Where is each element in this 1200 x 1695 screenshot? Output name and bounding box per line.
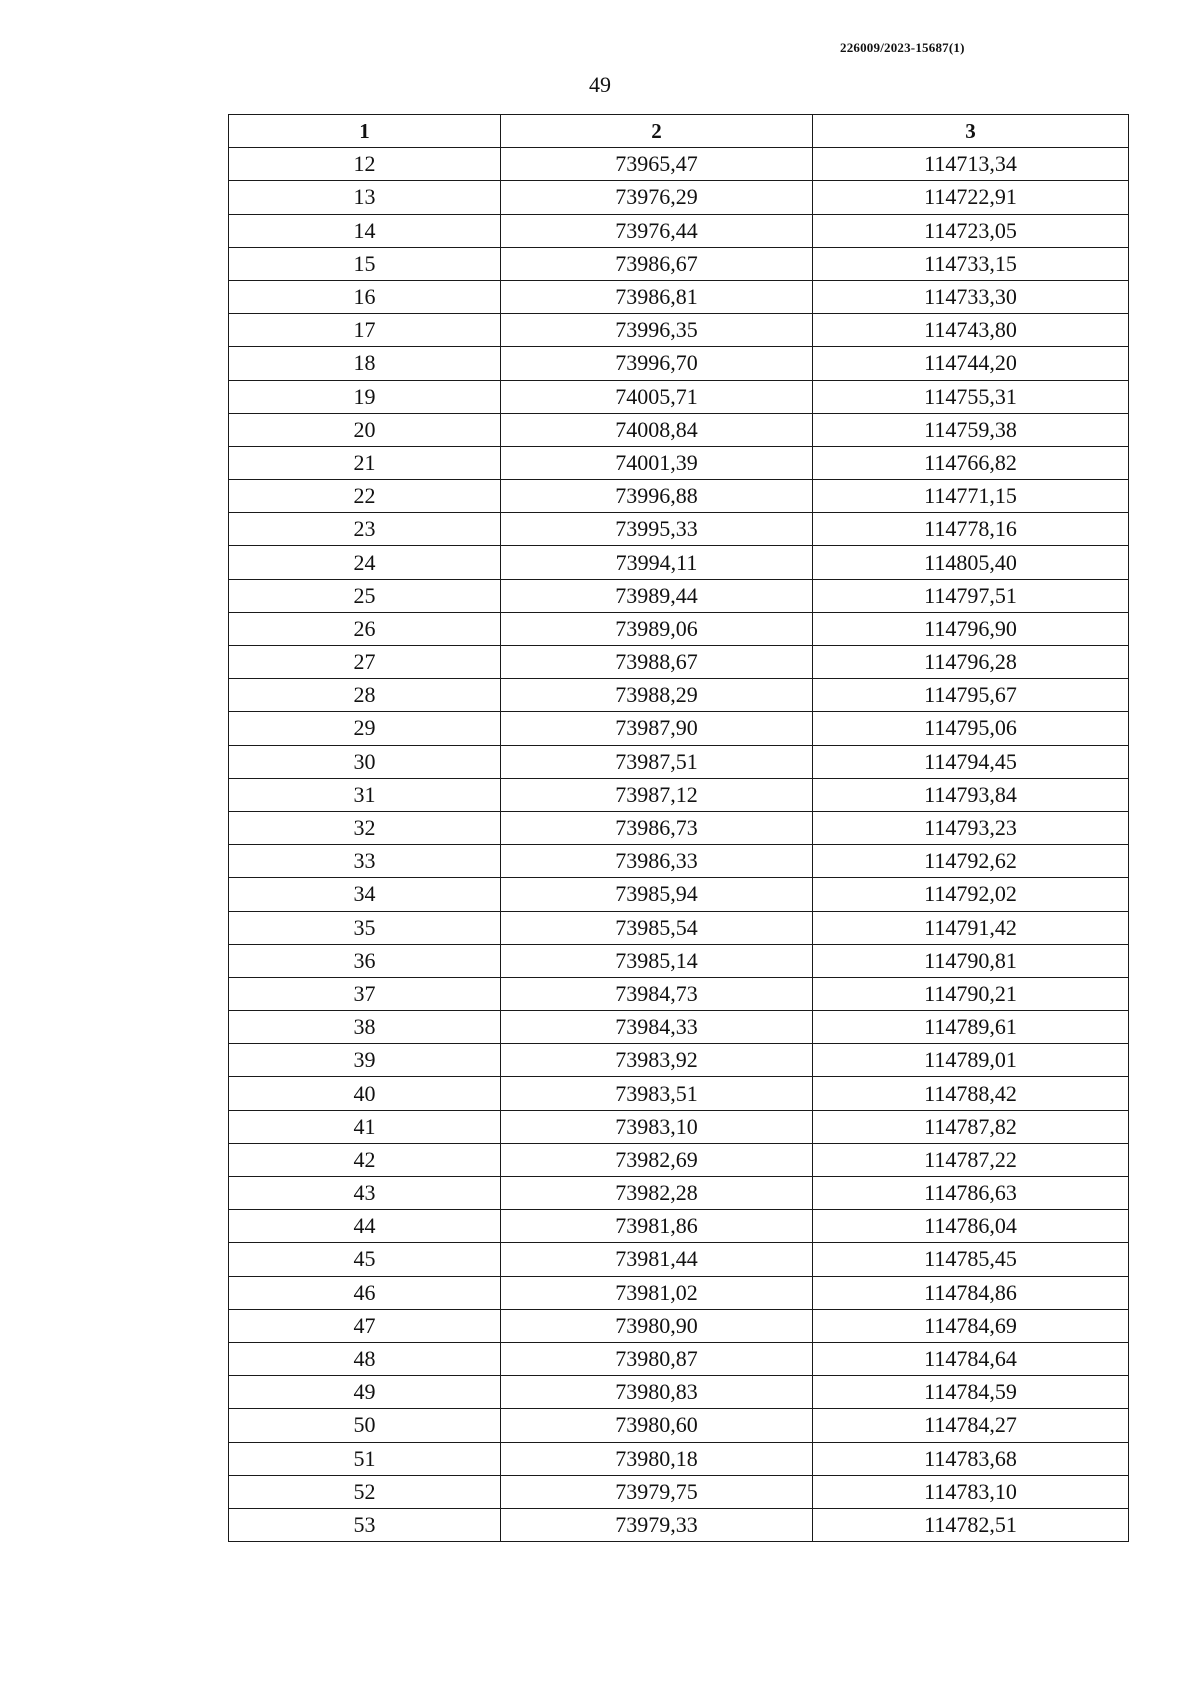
coordinate-x-cell: 73996,88 bbox=[501, 480, 813, 513]
coordinate-x-cell: 73983,51 bbox=[501, 1077, 813, 1110]
point-number-cell: 15 bbox=[229, 247, 501, 280]
point-number-cell: 48 bbox=[229, 1342, 501, 1375]
table-row bbox=[229, 1376, 1129, 1409]
coordinate-y-cell: 114786,04 bbox=[813, 1210, 1129, 1243]
table-row bbox=[229, 513, 1129, 546]
table-row bbox=[229, 1409, 1129, 1442]
document-reference: 226009/2023-15687(1) bbox=[840, 40, 965, 55]
table-row bbox=[229, 1276, 1129, 1309]
table-row bbox=[229, 314, 1129, 347]
coordinate-y-cell: 114733,15 bbox=[813, 247, 1129, 280]
table-row bbox=[229, 679, 1129, 712]
coordinate-y-cell: 114782,51 bbox=[813, 1508, 1129, 1541]
point-number-cell: 18 bbox=[229, 347, 501, 380]
coordinate-x-cell: 73989,44 bbox=[501, 579, 813, 612]
coordinate-x-cell: 73980,87 bbox=[501, 1342, 813, 1375]
point-number-cell: 20 bbox=[229, 413, 501, 446]
coordinate-y-cell: 114784,69 bbox=[813, 1309, 1129, 1342]
page-number: 49 bbox=[589, 72, 611, 97]
table-row bbox=[229, 778, 1129, 811]
point-number-cell: 35 bbox=[229, 911, 501, 944]
coordinate-y-cell: 114797,51 bbox=[813, 579, 1129, 612]
coordinate-y-cell: 114793,23 bbox=[813, 811, 1129, 844]
table-row bbox=[229, 181, 1129, 214]
coordinate-x-cell: 73980,18 bbox=[501, 1442, 813, 1475]
point-number-cell: 21 bbox=[229, 446, 501, 479]
coordinate-y-cell: 114784,27 bbox=[813, 1409, 1129, 1442]
table-row bbox=[229, 612, 1129, 645]
coordinate-x-cell: 74005,71 bbox=[501, 380, 813, 413]
coordinate-y-cell: 114723,05 bbox=[813, 214, 1129, 247]
table-row bbox=[229, 446, 1129, 479]
table-row bbox=[229, 1110, 1129, 1143]
table-row bbox=[229, 911, 1129, 944]
point-number-cell: 50 bbox=[229, 1409, 501, 1442]
coordinate-x-cell: 74008,84 bbox=[501, 413, 813, 446]
coordinate-y-cell: 114796,28 bbox=[813, 646, 1129, 679]
coordinate-x-cell: 73996,35 bbox=[501, 314, 813, 347]
point-number-cell: 27 bbox=[229, 646, 501, 679]
coordinate-x-cell: 73981,44 bbox=[501, 1243, 813, 1276]
coordinate-x-cell: 73982,69 bbox=[501, 1143, 813, 1176]
table-row bbox=[229, 1044, 1129, 1077]
coordinate-x-cell: 73987,90 bbox=[501, 712, 813, 745]
table-row bbox=[229, 811, 1129, 844]
point-number-cell: 17 bbox=[229, 314, 501, 347]
point-number-cell: 13 bbox=[229, 181, 501, 214]
coordinate-x-cell: 73986,67 bbox=[501, 247, 813, 280]
coordinate-y-cell: 114771,15 bbox=[813, 480, 1129, 513]
table-row bbox=[229, 480, 1129, 513]
table-row bbox=[229, 712, 1129, 745]
coordinate-y-cell: 114789,61 bbox=[813, 1011, 1129, 1044]
point-number-cell: 36 bbox=[229, 944, 501, 977]
table-row bbox=[229, 1442, 1129, 1475]
point-number-cell: 29 bbox=[229, 712, 501, 745]
table-row bbox=[229, 1210, 1129, 1243]
coordinate-x-cell: 73976,29 bbox=[501, 181, 813, 214]
coordinate-y-cell: 114743,80 bbox=[813, 314, 1129, 347]
point-number-cell: 40 bbox=[229, 1077, 501, 1110]
coordinate-x-cell: 73988,67 bbox=[501, 646, 813, 679]
table-row bbox=[229, 247, 1129, 280]
coordinate-y-cell: 114790,81 bbox=[813, 944, 1129, 977]
coordinate-x-cell: 74001,39 bbox=[501, 446, 813, 479]
point-number-cell: 32 bbox=[229, 811, 501, 844]
coordinate-y-cell: 114788,42 bbox=[813, 1077, 1129, 1110]
coordinate-y-cell: 114790,21 bbox=[813, 977, 1129, 1010]
coordinate-x-cell: 73983,10 bbox=[501, 1110, 813, 1143]
point-number-cell: 43 bbox=[229, 1177, 501, 1210]
table-row bbox=[229, 280, 1129, 313]
table-row bbox=[229, 1143, 1129, 1176]
coordinate-x-cell: 73982,28 bbox=[501, 1177, 813, 1210]
coordinate-y-cell: 114787,82 bbox=[813, 1110, 1129, 1143]
coordinate-y-cell: 114722,91 bbox=[813, 181, 1129, 214]
coordinate-y-cell: 114795,67 bbox=[813, 679, 1129, 712]
coordinates-table bbox=[228, 114, 1129, 1542]
coordinate-y-cell: 114744,20 bbox=[813, 347, 1129, 380]
point-number-cell: 16 bbox=[229, 280, 501, 313]
coordinate-x-cell: 73981,02 bbox=[501, 1276, 813, 1309]
coordinate-y-cell: 114783,68 bbox=[813, 1442, 1129, 1475]
coordinate-x-cell: 73986,73 bbox=[501, 811, 813, 844]
coordinate-x-cell: 73983,92 bbox=[501, 1044, 813, 1077]
table-row bbox=[229, 546, 1129, 579]
coordinate-x-cell: 73989,06 bbox=[501, 612, 813, 645]
coordinate-x-cell: 73979,33 bbox=[501, 1508, 813, 1541]
coordinate-x-cell: 73987,51 bbox=[501, 745, 813, 778]
table-body bbox=[229, 148, 1129, 1542]
table-row bbox=[229, 646, 1129, 679]
table-row bbox=[229, 1342, 1129, 1375]
point-number-cell: 34 bbox=[229, 878, 501, 911]
point-number-cell: 39 bbox=[229, 1044, 501, 1077]
coordinate-x-cell: 73986,81 bbox=[501, 280, 813, 313]
coordinate-y-cell: 114766,82 bbox=[813, 446, 1129, 479]
coordinate-x-cell: 73984,33 bbox=[501, 1011, 813, 1044]
coordinate-x-cell: 73987,12 bbox=[501, 778, 813, 811]
table-row bbox=[229, 380, 1129, 413]
point-number-cell: 19 bbox=[229, 380, 501, 413]
coordinate-y-cell: 114792,02 bbox=[813, 878, 1129, 911]
coordinate-y-cell: 114787,22 bbox=[813, 1143, 1129, 1176]
table-row bbox=[229, 878, 1129, 911]
point-number-cell: 12 bbox=[229, 148, 501, 181]
table-row bbox=[229, 1475, 1129, 1508]
table-row bbox=[229, 944, 1129, 977]
table-row bbox=[229, 214, 1129, 247]
coordinate-x-cell: 73979,75 bbox=[501, 1475, 813, 1508]
coordinate-y-cell: 114733,30 bbox=[813, 280, 1129, 313]
coordinate-x-cell: 73986,33 bbox=[501, 845, 813, 878]
coordinate-y-cell: 114805,40 bbox=[813, 546, 1129, 579]
table-row bbox=[229, 745, 1129, 778]
point-number-cell: 45 bbox=[229, 1243, 501, 1276]
coordinate-y-cell: 114792,62 bbox=[813, 845, 1129, 878]
table-row bbox=[229, 845, 1129, 878]
point-number-cell: 37 bbox=[229, 977, 501, 1010]
coordinate-y-cell: 114713,34 bbox=[813, 148, 1129, 181]
point-number-cell: 24 bbox=[229, 546, 501, 579]
coordinate-y-cell: 114784,64 bbox=[813, 1342, 1129, 1375]
coordinate-x-cell: 73994,11 bbox=[501, 546, 813, 579]
point-number-cell: 31 bbox=[229, 778, 501, 811]
point-number-cell: 53 bbox=[229, 1508, 501, 1541]
coordinate-x-cell: 73980,90 bbox=[501, 1309, 813, 1342]
point-number-cell: 14 bbox=[229, 214, 501, 247]
point-number-cell: 41 bbox=[229, 1110, 501, 1143]
table-row bbox=[229, 1011, 1129, 1044]
coordinate-y-cell: 114784,86 bbox=[813, 1276, 1129, 1309]
table-row bbox=[229, 1309, 1129, 1342]
point-number-cell: 38 bbox=[229, 1011, 501, 1044]
point-number-cell: 22 bbox=[229, 480, 501, 513]
table-row bbox=[229, 148, 1129, 181]
coordinate-y-cell: 114759,38 bbox=[813, 413, 1129, 446]
point-number-cell: 51 bbox=[229, 1442, 501, 1475]
coordinate-y-cell: 114794,45 bbox=[813, 745, 1129, 778]
coordinate-y-cell: 114795,06 bbox=[813, 712, 1129, 745]
point-number-cell: 46 bbox=[229, 1276, 501, 1309]
coordinate-x-cell: 73995,33 bbox=[501, 513, 813, 546]
point-number-cell: 52 bbox=[229, 1475, 501, 1508]
column-header-1: 1 bbox=[229, 115, 501, 148]
table-row bbox=[229, 347, 1129, 380]
coordinate-y-cell: 114791,42 bbox=[813, 911, 1129, 944]
table-row bbox=[229, 413, 1129, 446]
coordinate-x-cell: 73985,94 bbox=[501, 878, 813, 911]
coordinate-x-cell: 73985,14 bbox=[501, 944, 813, 977]
coordinate-y-cell: 114783,10 bbox=[813, 1475, 1129, 1508]
table-row bbox=[229, 579, 1129, 612]
coordinate-x-cell: 73984,73 bbox=[501, 977, 813, 1010]
coordinate-y-cell: 114778,16 bbox=[813, 513, 1129, 546]
coordinate-y-cell: 114785,45 bbox=[813, 1243, 1129, 1276]
coordinate-x-cell: 73981,86 bbox=[501, 1210, 813, 1243]
coordinate-x-cell: 73988,29 bbox=[501, 679, 813, 712]
point-number-cell: 23 bbox=[229, 513, 501, 546]
coordinate-y-cell: 114789,01 bbox=[813, 1044, 1129, 1077]
point-number-cell: 25 bbox=[229, 579, 501, 612]
coordinate-x-cell: 73980,60 bbox=[501, 1409, 813, 1442]
coordinate-x-cell: 73985,54 bbox=[501, 911, 813, 944]
column-header-2: 2 bbox=[501, 115, 813, 148]
table-row bbox=[229, 977, 1129, 1010]
point-number-cell: 44 bbox=[229, 1210, 501, 1243]
point-number-cell: 28 bbox=[229, 679, 501, 712]
point-number-cell: 30 bbox=[229, 745, 501, 778]
table-row bbox=[229, 1177, 1129, 1210]
table-row bbox=[229, 1077, 1129, 1110]
point-number-cell: 42 bbox=[229, 1143, 501, 1176]
coordinate-x-cell: 73980,83 bbox=[501, 1376, 813, 1409]
column-header-3: 3 bbox=[813, 115, 1129, 148]
coordinate-y-cell: 114796,90 bbox=[813, 612, 1129, 645]
coordinate-x-cell: 73976,44 bbox=[501, 214, 813, 247]
table-header-row bbox=[229, 115, 1129, 148]
table-row bbox=[229, 1243, 1129, 1276]
coordinate-x-cell: 73996,70 bbox=[501, 347, 813, 380]
coordinate-x-cell: 73965,47 bbox=[501, 148, 813, 181]
table-row bbox=[229, 1508, 1129, 1541]
point-number-cell: 47 bbox=[229, 1309, 501, 1342]
coordinate-y-cell: 114755,31 bbox=[813, 380, 1129, 413]
point-number-cell: 26 bbox=[229, 612, 501, 645]
point-number-cell: 33 bbox=[229, 845, 501, 878]
coordinate-y-cell: 114784,59 bbox=[813, 1376, 1129, 1409]
coordinate-y-cell: 114793,84 bbox=[813, 778, 1129, 811]
coordinate-y-cell: 114786,63 bbox=[813, 1177, 1129, 1210]
point-number-cell: 49 bbox=[229, 1376, 501, 1409]
